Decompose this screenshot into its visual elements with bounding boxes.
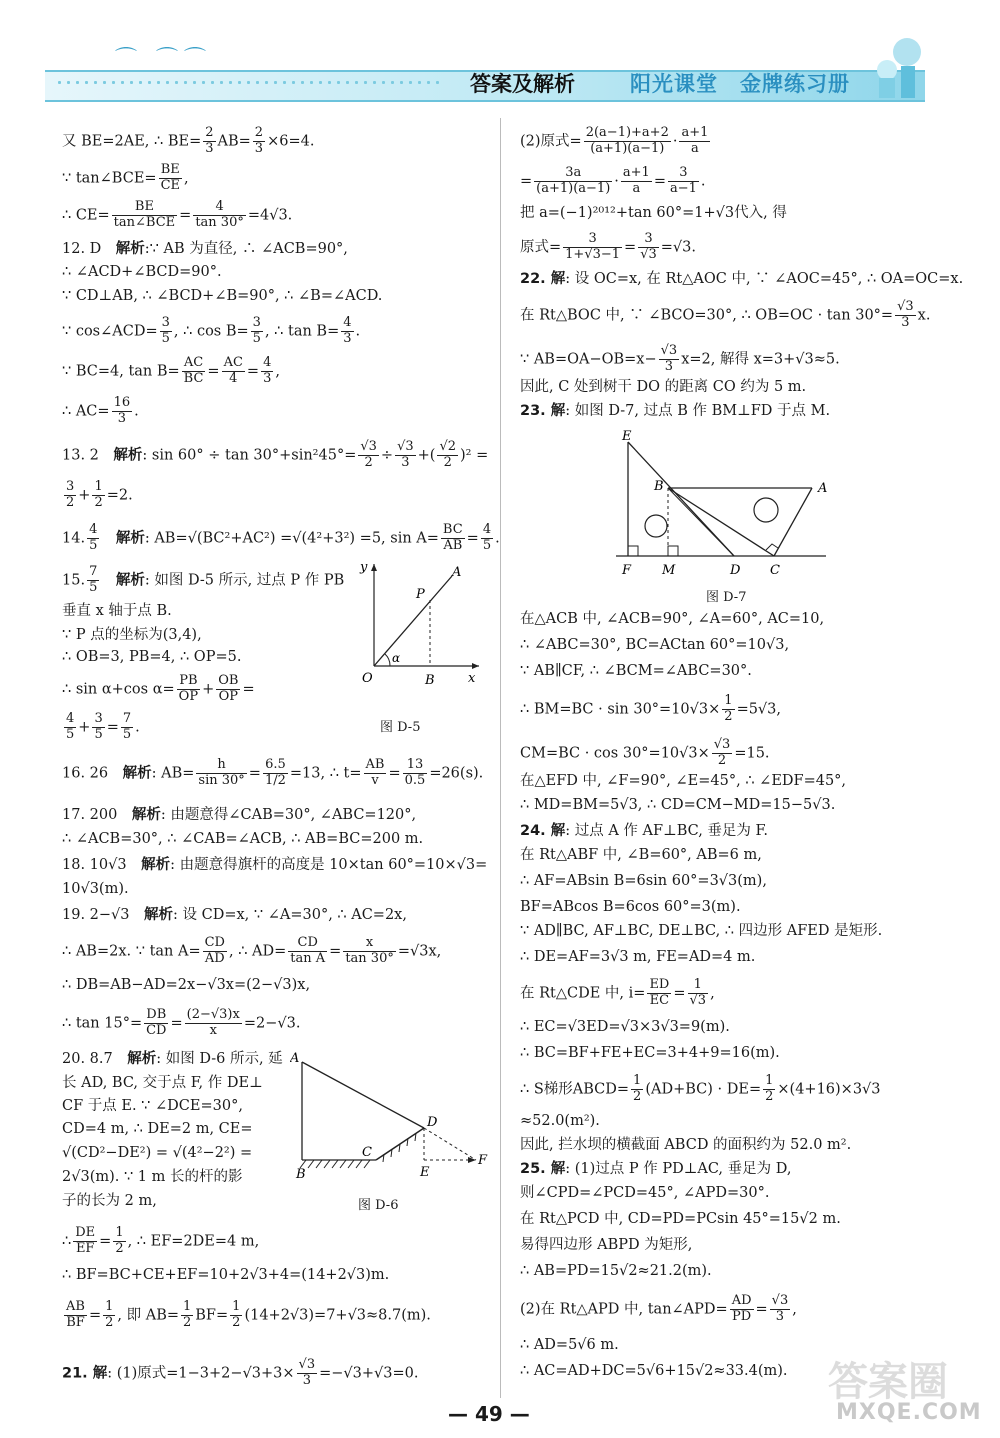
answer-line: 长 AD, BC, 交于点 F, 作 DE⊥ — [62, 1075, 263, 1091]
answer-20: 20. 8.7 解析: 如图 D-6 所示, 延 — [62, 1051, 283, 1067]
answer-line: ∵ AB=OA−OB=x− $\frac{√3}{3}$ x=2, 解得 x=3+√3≈5. — [520, 343, 840, 374]
answer-line: ≈52.0(m²). — [520, 1113, 600, 1129]
answer-line: ∴ EC=√3ED=√3×3√3=9(m). — [520, 1019, 730, 1035]
answer-14: 14. $\frac{4}{5}$ 解析: AB=√(BC²+AC²) =√(4²+3²) =5, sin A= $\frac{BC}{AB}$ = $\frac{4}{5}$ . — [62, 522, 500, 553]
point-d-label: D — [730, 563, 741, 578]
answer-line: ∵ cos∠ACD= $\frac{3}{5}$ , ∴ cos B= $\frac{3}{5}$ , ∴ tan B= $\frac{4}{3}$ . — [62, 315, 361, 346]
answer-line: (2)原式= $\frac{2(a-1)+a+2}{(a+1)(a-1)}$ · $\frac{a+1}{a}$ — [520, 125, 709, 156]
answer-line: ∴ AC= $\frac{16}{3}$ . — [62, 395, 139, 426]
watermark-logo: 答案圈 — [828, 1359, 948, 1405]
answer-line: 子的长为 2 m, — [62, 1193, 157, 1209]
watermark-url: MXQE.COM — [836, 1400, 982, 1425]
answer-line: 在△ACB 中, ∠ACB=90°, ∠A=60°, AC=10, — [520, 611, 825, 627]
answer-line: ∴ MD=BM=5√3, ∴ CD=CM−MD=15−5√3. — [520, 797, 836, 813]
answer-line: ∴ BC=BF+FE+EC=3+4+9=16(m). — [520, 1045, 780, 1061]
answer-line: 在 Rt△ABF 中, ∠B=60°, AB=6 m, — [520, 847, 762, 863]
answer-15: 15. $\frac{7}{5}$ 解析: 如图 D-5 所示, 过点 P 作 PB — [62, 564, 345, 595]
point-a-label: A — [290, 1051, 300, 1066]
figure-d6 — [290, 1048, 490, 1198]
answer-line: ∴ AB=2x. ∵ tan A= $\frac{CD}{AD}$ , ∴ AD= $\frac{CD}{\text{tan A}}$ = $\frac{x}{\tan 30^\circ}$ =√3x, — [62, 935, 442, 966]
page-header — [45, 47, 925, 102]
kids-illustration-icon — [865, 32, 935, 102]
answer-23: 23. 解: 如图 D-7, 过点 B 作 BM⊥FD 于点 M. — [520, 403, 831, 419]
answer-line: ∴ AF=ABsin B=6sin 60°=3√3(m), — [520, 873, 767, 889]
answer-16: 16. 26 解析: AB= $\frac{h}{\sin 30^\circ}$ = $\frac{6.5}{1/2}$ =13, ∴ t= $\frac{AB}{v}$ = $\frac{13}{0.5}$ =26(s). — [62, 757, 484, 788]
answer-line: 把 a=(−1)²⁰¹²+tan 60°=1+√3代入, 得 — [520, 205, 787, 221]
point-a-label: A — [452, 565, 462, 580]
answer-line: ∴ DB=AB−AD=2x−√3x=(2−√3)x, — [62, 977, 311, 993]
answer-line: 2√3(m). ∵ 1 m 长的杆的影 — [62, 1169, 243, 1185]
answer-line: 易得四边形 ABPD 为矩形, — [520, 1237, 693, 1253]
answer-24: 24. 解: 过点 A 作 AF⊥BC, 垂足为 F. — [520, 823, 768, 839]
header-brand: 阳光课堂 金牌练习册 — [630, 72, 850, 96]
answer-line: ∵ CD⊥AB, ∴ ∠BCD+∠B=90°, ∴ ∠B=∠ACD. — [62, 288, 383, 304]
answer-line: BF=ABcos B=6cos 60°=3(m). — [520, 899, 741, 915]
answer-line: ∴ tan 15°= $\frac{DB}{CD}$ = $\frac{(2-√3)x}{x}$ =2−√3. — [62, 1007, 301, 1038]
point-c-label: C — [770, 563, 780, 578]
header-dots-decoration — [55, 78, 445, 90]
answer-line: ∴ AD=5√6 m. — [520, 1337, 619, 1353]
answer-line: ∴ sin α+cos α= $\frac{PB}{OP}$ + $\frac{OB}{OP}$ = — [62, 673, 255, 704]
point-m-label: M — [662, 563, 676, 578]
answer-line: ∴ DE=AF=3√3 m, FE=AD=4 m. — [520, 949, 756, 965]
answer-line: 在 Rt△BOC 中, ∵ ∠BCO=30°, ∴ OB=OC · tan 30°= $\frac{√3}{3}$ x. — [520, 299, 931, 330]
answer-line: √(CD²−DE²) = √(4²−2²) = — [62, 1145, 253, 1161]
answer-19: 19. 2−√3 解析: 设 CD=x, ∵ ∠A=30°, ∴ AC=2x, — [62, 907, 407, 923]
figure-d6-caption: 图 D-6 — [358, 1198, 399, 1213]
answer-line: ∵ BC=4, tan B= $\frac{AC}{BC}$ = $\frac{AC}{4}$ = $\frac{4}{3}$ , — [62, 355, 280, 386]
answer-line: ∵ AB∥CF, ∴ ∠BCM=∠ABC=30°. — [520, 663, 752, 679]
point-c-label: C — [362, 1145, 372, 1160]
answer-line: CF 于点 E. ∵ ∠DCE=30°, — [62, 1098, 243, 1114]
angle-alpha-label: α — [392, 651, 401, 665]
point-b-label: B — [296, 1167, 306, 1182]
point-f-label: F — [622, 563, 632, 578]
point-e-label: E — [420, 1165, 430, 1180]
answer-line: 又 BE=2AE, ∴ BE= $\frac{2}{3}$ AB= $\frac{2}{3}$ ×6=4. — [62, 125, 315, 156]
figure-d5-caption: 图 D-5 — [380, 720, 421, 735]
answer-line: 垂直 x 轴于点 B. — [62, 603, 172, 619]
figure-d5 — [334, 558, 484, 708]
answer-21: 21. 解: (1)原式=1−3+2−√3+3× $\frac{√3}{3}$ =−√3+√3=0. — [62, 1357, 419, 1388]
answer-line: 在△EFD 中, ∠F=90°, ∠E=45°, ∴ ∠EDF=45°, — [520, 773, 847, 789]
axis-x-label: x — [468, 671, 476, 686]
point-f-label: F — [478, 1153, 488, 1168]
answer-line: $\frac{4}{5}$ + $\frac{3}{5}$ = $\frac{7}{5}$ . — [66, 711, 140, 742]
answer-line: 因此, C 处到树干 DO 的距离 CO 约为 5 m. — [520, 379, 807, 395]
answer-line: $\frac{AB}{BF}$ = $\frac{1}{2}$ , 即 AB= $\frac{1}{2}$ BF= $\frac{1}{2}$ (14+2√3)=7+√3≈8.7(m). — [66, 1299, 431, 1330]
answer-line: ∵ P 点的坐标为(3,4), — [62, 627, 202, 643]
column-divider — [500, 118, 501, 1398]
answer-line: ∴ BF=BC+CE+EF=10+2√3+4=(14+2√3)m. — [62, 1267, 390, 1283]
answer-line: ∴ BM=BC · sin 30°=10√3× $\frac{1}{2}$ =5√3, — [520, 693, 782, 724]
answer-line: 10√3(m). — [62, 881, 129, 897]
answer-22: 22. 解: 设 OC=x, 在 Rt△AOC 中, ∵ ∠AOC=45°, ∴ OA=OC=x. — [520, 271, 964, 287]
point-a-label: A — [818, 481, 828, 496]
answer-line: ∵ AD∥BC, AF⊥BC, DE⊥BC, ∴ 四边形 AFED 是矩形. — [520, 923, 883, 939]
answer-line: ∴ ∠ABC=30°, BC=ACtan 60°=10√3, — [520, 637, 790, 653]
answer-line: CM=BC · cos 30°=10√3× $\frac{√3}{2}$ =15. — [520, 737, 770, 768]
answer-line: ∴ AC=AD+DC=5√6+15√2≈33.4(m). — [520, 1363, 788, 1379]
axis-y-label: y — [360, 560, 368, 575]
point-b-label: B — [654, 479, 664, 494]
answer-13: 13. 2 解析: sin 60° ÷ tan 30°+sin²45°= $\frac{√3}{2}$ ÷ $\frac{√3}{3}$ +( $\frac{√2}{2}$ )² = — [62, 439, 489, 470]
answer-line: ∵ tan∠BCE= $\frac{BE}{CE}$ , — [62, 162, 189, 193]
point-p-label: P — [416, 587, 425, 602]
point-b-label: B — [425, 673, 435, 688]
answer-line: 在 Rt△CDE 中, i= $\frac{ED}{EC}$ = $\frac{1}{√3}$ , — [520, 977, 715, 1008]
answer-line: 原式= $\frac{3}{1+√3-1}$ = $\frac{3}{√3}$ =√3. — [520, 231, 696, 262]
answer-line: ∴ S梯形ABCD= $\frac{1}{2}$ (AD+BC) · DE= $\frac{1}{2}$ ×(4+16)×3√3 — [520, 1073, 881, 1104]
answer-line: = $\frac{3a}{(a+1)(a-1)}$ · $\frac{a+1}{a}$ = $\frac{3}{a-1}$ . — [520, 165, 706, 196]
figure-d7-caption: 图 D-7 — [706, 590, 747, 605]
answer-line: $\frac{3}{2}$ + $\frac{1}{2}$ =2. — [66, 479, 133, 510]
point-o-label: O — [362, 671, 373, 686]
answer-25: 25. 解: (1)过点 P 作 PD⊥AC, 垂足为 D, — [520, 1161, 792, 1177]
answer-line: ∴ $\frac{DE}{EF}$ = $\frac{1}{2}$ , ∴ EF=2DE=4 m, — [62, 1225, 260, 1256]
answer-line: ∴ AB=PD=15√2≈21.2(m). — [520, 1263, 712, 1279]
answer-line: 则∠CPD=∠PCD=45°, ∠APD=30°. — [520, 1185, 770, 1201]
answer-12: 12. D 解析:∵ AB 为直径, ∴ ∠ACB=90°, — [62, 241, 348, 257]
answer-line: (2)在 Rt△APD 中, tan∠APD= $\frac{AD}{PD}$ = $\frac{√3}{3}$ , — [520, 1293, 797, 1324]
answer-line: CD=4 m, ∴ DE=2 m, CE= — [62, 1121, 253, 1137]
page-number: — 49 — — [448, 1402, 530, 1426]
answer-line: ∴ CE= $\frac{BE}{\text{tan∠BCE}}$ = $\frac{4}{\tan 30^\circ}$ =4√3. — [62, 199, 293, 230]
answer-17: 17. 200 解析: 由题意得∠CAB=30°, ∠ABC=120°, — [62, 807, 417, 823]
answer-line: ∴ ∠ACB=30°, ∴ ∠CAB=∠ACB, ∴ AB=BC=200 m. — [62, 831, 424, 847]
birds-icon: ⌒ ⌒⌒ — [115, 47, 212, 72]
figure-d7 — [616, 428, 836, 578]
header-title: 答案及解析 — [470, 72, 575, 96]
answer-18: 18. 10√3 解析: 由题意得旗杆的高度是 10×tan 60°=10×√3= — [62, 857, 488, 873]
answer-line: 因此, 拦水坝的横截面 ABCD 的面积约为 52.0 m². — [520, 1137, 852, 1153]
point-d-label: D — [427, 1115, 438, 1130]
point-e-label: E — [622, 429, 632, 444]
answer-line: 在 Rt△PCD 中, CD=PD=PCsin 45°=15√2 m. — [520, 1211, 841, 1227]
answer-line: ∴ OB=3, PB=4, ∴ OP=5. — [62, 649, 242, 665]
answer-line: ∴ ∠ACD+∠BCD=90°. — [62, 264, 222, 280]
